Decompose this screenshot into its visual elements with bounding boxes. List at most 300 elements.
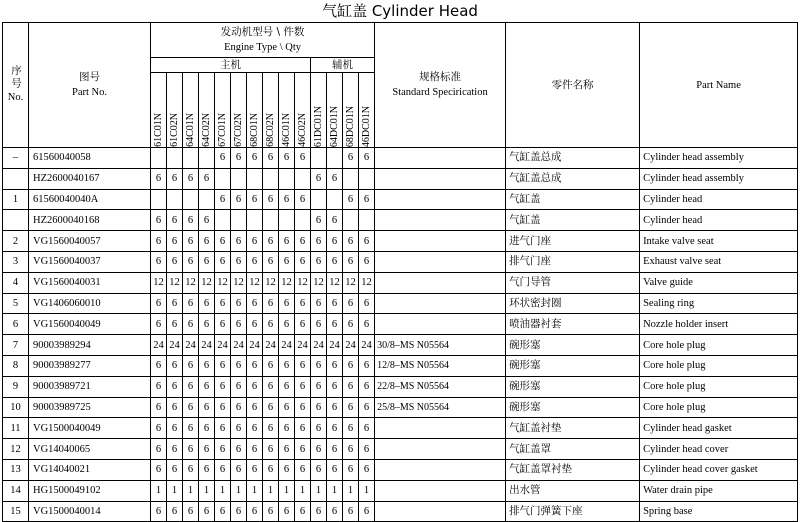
quantity-cell: 6 xyxy=(183,397,199,418)
part-number: VG1560040031 xyxy=(29,272,151,293)
quantity-cell xyxy=(199,189,215,210)
standard-spec xyxy=(375,418,506,439)
quantity-cell xyxy=(247,168,263,189)
quantity-cell: 6 xyxy=(359,439,375,460)
row-number: 4 xyxy=(3,272,29,293)
quantity-cell: 6 xyxy=(327,439,343,460)
engine-model-header xyxy=(247,73,263,148)
quantity-cell: 6 xyxy=(247,355,263,376)
row-number: 10 xyxy=(3,397,29,418)
quantity-cell: 6 xyxy=(279,501,295,522)
quantity-cell: 12 xyxy=(327,272,343,293)
quantity-cell xyxy=(183,148,199,169)
quantity-cell: 12 xyxy=(359,272,375,293)
quantity-cell: 6 xyxy=(263,189,279,210)
quantity-cell: 6 xyxy=(167,376,183,397)
quantity-cell: 24 xyxy=(343,335,359,356)
quantity-cell: 6 xyxy=(231,231,247,252)
quantity-cell xyxy=(167,189,183,210)
quantity-cell: 1 xyxy=(311,480,327,501)
quantity-cell: 6 xyxy=(183,355,199,376)
quantity-cell: 6 xyxy=(183,231,199,252)
quantity-cell: 6 xyxy=(183,168,199,189)
quantity-cell: 6 xyxy=(215,459,231,480)
quantity-cell: 6 xyxy=(151,168,167,189)
engine-model-label: 61C01N xyxy=(152,113,164,147)
quantity-cell: 24 xyxy=(151,335,167,356)
quantity-cell xyxy=(199,148,215,169)
quantity-cell: 6 xyxy=(231,148,247,169)
quantity-cell: 6 xyxy=(295,314,311,335)
quantity-cell: 12 xyxy=(279,272,295,293)
row-number: 15 xyxy=(3,501,29,522)
quantity-cell: 12 xyxy=(215,272,231,293)
part-name-en: Exhaust valve seat xyxy=(640,251,798,272)
part-number: VG1500040014 xyxy=(29,501,151,522)
quantity-cell: 6 xyxy=(359,189,375,210)
quantity-cell: 6 xyxy=(343,189,359,210)
engine-model-label: 64C02N xyxy=(200,113,212,147)
quantity-cell: 6 xyxy=(215,355,231,376)
engine-model-label: 67C02N xyxy=(232,113,244,147)
part-name-en: Cylinder head cover gasket xyxy=(640,459,798,480)
row-number: 5 xyxy=(3,293,29,314)
quantity-cell: 6 xyxy=(167,439,183,460)
row-number: 1 xyxy=(3,189,29,210)
quantity-cell: 1 xyxy=(247,480,263,501)
quantity-cell: 1 xyxy=(199,480,215,501)
quantity-cell: 1 xyxy=(231,480,247,501)
engine-model-label: 64DC01N xyxy=(328,105,340,147)
quantity-cell: 6 xyxy=(327,355,343,376)
quantity-cell: 6 xyxy=(199,439,215,460)
part-name-cn: 气缸盖 xyxy=(506,189,640,210)
quantity-cell: 6 xyxy=(151,210,167,231)
quantity-cell: 6 xyxy=(279,148,295,169)
quantity-cell: 6 xyxy=(263,376,279,397)
quantity-cell: 24 xyxy=(359,335,375,356)
quantity-cell: 6 xyxy=(183,293,199,314)
standard-spec xyxy=(375,314,506,335)
table-row xyxy=(3,355,798,376)
quantity-cell: 6 xyxy=(151,418,167,439)
quantity-cell: 6 xyxy=(167,355,183,376)
quantity-cell: 6 xyxy=(343,293,359,314)
part-number: HG1500049102 xyxy=(29,480,151,501)
quantity-cell: 6 xyxy=(263,251,279,272)
quantity-cell: 1 xyxy=(327,480,343,501)
engine-model-label: 68DC01N xyxy=(344,105,356,147)
quantity-cell: 6 xyxy=(167,314,183,335)
quantity-cell: 24 xyxy=(263,335,279,356)
standard-spec xyxy=(375,293,506,314)
quantity-cell xyxy=(183,189,199,210)
table-row xyxy=(3,480,798,501)
quantity-cell: 1 xyxy=(151,480,167,501)
quantity-cell: 6 xyxy=(359,231,375,252)
engine-model-header xyxy=(183,73,199,148)
quantity-cell: 6 xyxy=(183,210,199,231)
quantity-cell: 6 xyxy=(327,418,343,439)
quantity-cell: 6 xyxy=(263,355,279,376)
quantity-cell: 6 xyxy=(151,251,167,272)
quantity-cell: 12 xyxy=(311,272,327,293)
part-name-cn: 排气门座 xyxy=(506,251,640,272)
quantity-cell: 12 xyxy=(247,272,263,293)
quantity-cell: 6 xyxy=(151,397,167,418)
quantity-cell: 1 xyxy=(343,480,359,501)
quantity-cell: 6 xyxy=(311,459,327,480)
quantity-cell xyxy=(359,210,375,231)
engine-model-header xyxy=(151,73,167,148)
quantity-cell: 6 xyxy=(279,355,295,376)
quantity-cell: 6 xyxy=(311,251,327,272)
quantity-cell: 6 xyxy=(343,355,359,376)
quantity-cell xyxy=(311,189,327,210)
part-name-cn: 气缸盖衬垫 xyxy=(506,418,640,439)
quantity-cell xyxy=(359,168,375,189)
quantity-cell: 6 xyxy=(215,251,231,272)
quantity-cell xyxy=(215,210,231,231)
quantity-cell: 6 xyxy=(167,397,183,418)
quantity-cell: 6 xyxy=(343,376,359,397)
page-title: 气缸盖 Cylinder Head xyxy=(322,2,478,20)
table-row xyxy=(3,418,798,439)
part-name-cn-header: 零件名称 xyxy=(506,23,640,148)
quantity-cell: 6 xyxy=(167,231,183,252)
quantity-cell: 6 xyxy=(199,459,215,480)
quantity-cell xyxy=(295,168,311,189)
quantity-cell xyxy=(263,168,279,189)
quantity-cell: 6 xyxy=(199,293,215,314)
aux-engine-group: 辅机 xyxy=(311,58,375,73)
part-number: 61560040040A xyxy=(29,189,151,210)
quantity-cell: 6 xyxy=(279,397,295,418)
quantity-cell: 6 xyxy=(359,459,375,480)
part-name-cn: 环状密封圈 xyxy=(506,293,640,314)
part-name-cn: 气缸盖罩衬垫 xyxy=(506,459,640,480)
part-name-en: Spring base xyxy=(640,501,798,522)
quantity-cell: 6 xyxy=(311,293,327,314)
quantity-cell: 6 xyxy=(183,376,199,397)
engine-model-label: 68C01N xyxy=(248,113,260,147)
part-name-cn: 喷油器衬套 xyxy=(506,314,640,335)
table-row xyxy=(3,397,798,418)
part-number: 61560040058 xyxy=(29,148,151,169)
quantity-cell: 6 xyxy=(359,148,375,169)
quantity-cell: 24 xyxy=(327,335,343,356)
quantity-cell xyxy=(247,210,263,231)
quantity-cell: 6 xyxy=(215,501,231,522)
part-number: VG1560040049 xyxy=(29,314,151,335)
quantity-cell: 12 xyxy=(151,272,167,293)
quantity-cell: 6 xyxy=(343,251,359,272)
quantity-cell: 6 xyxy=(199,210,215,231)
quantity-cell: 6 xyxy=(279,459,295,480)
quantity-cell: 6 xyxy=(199,168,215,189)
quantity-cell: 6 xyxy=(183,439,199,460)
quantity-cell: 24 xyxy=(199,335,215,356)
part-number: HZ2600040168 xyxy=(29,210,151,231)
table-row xyxy=(3,459,798,480)
quantity-cell: 1 xyxy=(263,480,279,501)
engine-model-label: 46C01N xyxy=(280,113,292,147)
quantity-cell: 6 xyxy=(151,501,167,522)
part-name-cn: 气缸盖 xyxy=(506,210,640,231)
quantity-cell: 6 xyxy=(151,459,167,480)
table-row xyxy=(3,335,798,356)
part-name-en: Core hole plug xyxy=(640,397,798,418)
standard-spec: 22/8–MS N05564 xyxy=(375,376,506,397)
quantity-cell: 6 xyxy=(295,293,311,314)
quantity-cell xyxy=(295,210,311,231)
quantity-cell: 12 xyxy=(199,272,215,293)
row-number: 3 xyxy=(3,251,29,272)
row-number: 14 xyxy=(3,480,29,501)
standard-spec: 12/8–MS N05564 xyxy=(375,355,506,376)
quantity-cell: 6 xyxy=(327,251,343,272)
standard-spec xyxy=(375,210,506,231)
row-number: 8 xyxy=(3,355,29,376)
part-number: VG14040021 xyxy=(29,459,151,480)
quantity-cell: 6 xyxy=(215,439,231,460)
part-name-cn: 进气门座 xyxy=(506,231,640,252)
quantity-cell: 6 xyxy=(247,293,263,314)
quantity-cell: 6 xyxy=(295,501,311,522)
quantity-cell: 6 xyxy=(263,459,279,480)
part-name-cn: 碗形塞 xyxy=(506,397,640,418)
part-name-en: Cylinder head assembly xyxy=(640,148,798,169)
quantity-cell: 6 xyxy=(231,314,247,335)
quantity-cell: 6 xyxy=(295,251,311,272)
part-number: 90003989725 xyxy=(29,397,151,418)
quantity-cell: 24 xyxy=(167,335,183,356)
main-engine-group: 主机 xyxy=(151,58,311,73)
quantity-cell: 1 xyxy=(167,480,183,501)
quantity-cell: 6 xyxy=(231,189,247,210)
quantity-cell: 6 xyxy=(183,314,199,335)
part-name-en: Core hole plug xyxy=(640,335,798,356)
quantity-cell: 6 xyxy=(215,418,231,439)
row-number: 2 xyxy=(3,231,29,252)
quantity-cell: 1 xyxy=(215,480,231,501)
quantity-cell: 6 xyxy=(231,501,247,522)
quantity-cell: 6 xyxy=(279,418,295,439)
engine-model-header xyxy=(279,73,295,148)
quantity-cell xyxy=(231,168,247,189)
table-row xyxy=(3,293,798,314)
part-name-en: Cylinder head assembly xyxy=(640,168,798,189)
engine-model-header xyxy=(167,73,183,148)
quantity-cell: 6 xyxy=(215,189,231,210)
quantity-cell xyxy=(327,148,343,169)
quantity-cell: 6 xyxy=(183,459,199,480)
quantity-cell: 6 xyxy=(327,293,343,314)
quantity-cell: 1 xyxy=(359,480,375,501)
engine-model-header xyxy=(231,73,247,148)
standard-header: 规格标准 Standard Specirication xyxy=(375,23,506,148)
quantity-cell: 6 xyxy=(279,293,295,314)
quantity-cell: 6 xyxy=(231,293,247,314)
quantity-cell: 6 xyxy=(199,376,215,397)
part-number: VG1406060010 xyxy=(29,293,151,314)
quantity-cell: 6 xyxy=(199,251,215,272)
part-number: 90003989721 xyxy=(29,376,151,397)
quantity-cell: 6 xyxy=(359,355,375,376)
part-name-en: Water drain pipe xyxy=(640,480,798,501)
row-number: 11 xyxy=(3,418,29,439)
quantity-cell: 6 xyxy=(295,459,311,480)
quantity-cell: 1 xyxy=(295,480,311,501)
quantity-cell: 6 xyxy=(359,376,375,397)
quantity-cell: 6 xyxy=(247,376,263,397)
quantity-cell: 6 xyxy=(295,355,311,376)
part-name-cn: 碗形塞 xyxy=(506,335,640,356)
quantity-cell: 6 xyxy=(311,314,327,335)
row-number: 9 xyxy=(3,376,29,397)
quantity-cell: 6 xyxy=(151,293,167,314)
table-row xyxy=(3,231,798,252)
quantity-cell: 12 xyxy=(183,272,199,293)
engine-model-header xyxy=(263,73,279,148)
part-number: VG1500040049 xyxy=(29,418,151,439)
quantity-cell: 6 xyxy=(263,439,279,460)
standard-spec xyxy=(375,439,506,460)
quantity-cell: 6 xyxy=(215,148,231,169)
part-number: VG14040065 xyxy=(29,439,151,460)
quantity-cell xyxy=(279,168,295,189)
quantity-cell xyxy=(151,148,167,169)
quantity-cell: 6 xyxy=(263,231,279,252)
quantity-cell: 6 xyxy=(327,397,343,418)
standard-spec xyxy=(375,189,506,210)
engine-model-label: 64C01N xyxy=(184,113,196,147)
table-row xyxy=(3,272,798,293)
quantity-cell: 6 xyxy=(343,459,359,480)
row-number: – xyxy=(3,148,29,169)
table-row xyxy=(3,168,798,189)
row-number: 12 xyxy=(3,439,29,460)
part-name-cn: 排气门弹簧下座 xyxy=(506,501,640,522)
quantity-cell: 6 xyxy=(279,189,295,210)
quantity-cell: 6 xyxy=(263,397,279,418)
part-name-en: Cylinder head xyxy=(640,189,798,210)
quantity-cell: 6 xyxy=(279,439,295,460)
part-name-cn: 出水管 xyxy=(506,480,640,501)
quantity-cell: 6 xyxy=(231,397,247,418)
quantity-cell: 6 xyxy=(327,210,343,231)
quantity-cell: 6 xyxy=(167,168,183,189)
standard-spec xyxy=(375,501,506,522)
engine-model-header xyxy=(295,73,311,148)
quantity-cell: 6 xyxy=(311,210,327,231)
row-number: 7 xyxy=(3,335,29,356)
quantity-cell: 6 xyxy=(231,418,247,439)
quantity-cell: 6 xyxy=(327,501,343,522)
quantity-cell: 6 xyxy=(343,501,359,522)
quantity-cell: 6 xyxy=(247,148,263,169)
quantity-cell: 6 xyxy=(151,231,167,252)
quantity-cell: 6 xyxy=(279,376,295,397)
quantity-cell: 6 xyxy=(343,439,359,460)
quantity-cell: 6 xyxy=(263,418,279,439)
quantity-cell: 6 xyxy=(263,314,279,335)
quantity-cell: 6 xyxy=(231,251,247,272)
part-name-en: Core hole plug xyxy=(640,355,798,376)
quantity-cell: 6 xyxy=(167,418,183,439)
table-row xyxy=(3,189,798,210)
quantity-cell: 6 xyxy=(311,376,327,397)
table-row xyxy=(3,439,798,460)
quantity-cell xyxy=(279,210,295,231)
part-name-en: Cylinder head cover xyxy=(640,439,798,460)
quantity-cell: 6 xyxy=(167,293,183,314)
quantity-cell: 6 xyxy=(247,251,263,272)
quantity-cell: 6 xyxy=(359,251,375,272)
quantity-cell: 24 xyxy=(183,335,199,356)
quantity-cell: 6 xyxy=(295,231,311,252)
quantity-cell: 6 xyxy=(359,293,375,314)
part-name-en-header: Part Name xyxy=(640,23,798,148)
part-name-cn: 气缸盖罩 xyxy=(506,439,640,460)
quantity-cell: 12 xyxy=(167,272,183,293)
part-name-cn: 碗形塞 xyxy=(506,355,640,376)
seq-header: 序号 No. xyxy=(3,23,29,148)
quantity-cell: 24 xyxy=(311,335,327,356)
row-number: 13 xyxy=(3,459,29,480)
quantity-cell: 6 xyxy=(343,418,359,439)
standard-spec xyxy=(375,272,506,293)
quantity-cell: 6 xyxy=(247,501,263,522)
quantity-cell: 6 xyxy=(215,231,231,252)
quantity-cell: 6 xyxy=(295,418,311,439)
standard-spec xyxy=(375,148,506,169)
quantity-cell: 6 xyxy=(359,397,375,418)
part-name-en: Nozzle holder insert xyxy=(640,314,798,335)
quantity-cell: 6 xyxy=(167,210,183,231)
quantity-cell: 6 xyxy=(247,189,263,210)
quantity-cell: 6 xyxy=(327,459,343,480)
quantity-cell: 6 xyxy=(247,439,263,460)
quantity-cell xyxy=(343,168,359,189)
engine-model-label: 67C01N xyxy=(216,113,228,147)
parts-table xyxy=(2,22,798,522)
quantity-cell: 6 xyxy=(279,231,295,252)
quantity-cell: 6 xyxy=(311,355,327,376)
quantity-cell: 6 xyxy=(151,376,167,397)
part-no-header: 图号 Part No. xyxy=(29,23,151,148)
part-name-en: Sealing ring xyxy=(640,293,798,314)
quantity-cell: 6 xyxy=(151,355,167,376)
quantity-cell: 6 xyxy=(263,293,279,314)
quantity-cell: 6 xyxy=(167,459,183,480)
quantity-cell: 6 xyxy=(263,501,279,522)
quantity-cell: 24 xyxy=(215,335,231,356)
quantity-cell xyxy=(343,210,359,231)
quantity-cell: 6 xyxy=(247,397,263,418)
part-name-en: Valve guide xyxy=(640,272,798,293)
engine-model-header xyxy=(199,73,215,148)
quantity-cell: 6 xyxy=(359,418,375,439)
quantity-cell: 6 xyxy=(359,314,375,335)
standard-spec xyxy=(375,231,506,252)
quantity-cell xyxy=(327,189,343,210)
quantity-cell: 1 xyxy=(279,480,295,501)
quantity-cell: 6 xyxy=(327,376,343,397)
quantity-cell xyxy=(263,210,279,231)
quantity-cell: 24 xyxy=(295,335,311,356)
quantity-cell: 6 xyxy=(199,501,215,522)
